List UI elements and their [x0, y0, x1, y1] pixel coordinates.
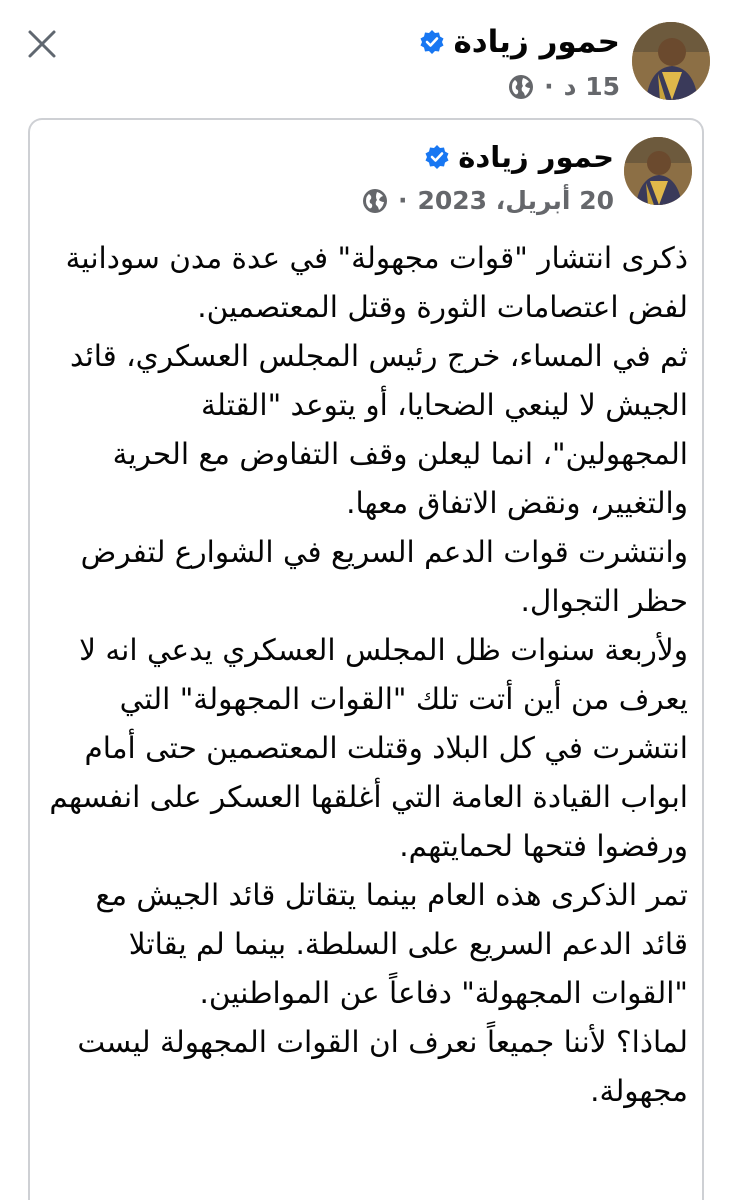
post-meta	[508, 72, 620, 101]
author-name-row	[419, 24, 620, 60]
post-paragraph: لماذا؟ لأننا جميعاً نعرف ان القوات المجهولة ليست مجهولة.	[77, 1025, 688, 1108]
shared-author-avatar[interactable]	[624, 137, 692, 205]
globe-icon	[508, 74, 534, 100]
post-text	[48, 234, 688, 1116]
meta-separator: ·	[397, 186, 408, 215]
verified-badge-icon	[424, 144, 450, 170]
post-time[interactable]: 15 د	[563, 72, 620, 101]
close-button[interactable]	[22, 24, 62, 64]
shared-post-date[interactable]: 20 أبريل، 2023	[417, 186, 614, 215]
meta-separator: ·	[544, 72, 554, 101]
verified-badge-icon	[419, 29, 445, 55]
post-paragraph: تمر الذكرى هذه العام بينما يتقاتل قائد الجيش مع قائد الدعم السريع على السلطة. بينما لم يقاتلا "القوات المجهولة" دفاعاً عن المواطنين.	[95, 878, 688, 1010]
post-paragraph: ذكرى انتشار "قوات مجهولة" في عدة مدن سودانية لفض اعتصامات الثورة وقتل المعتصمين.	[65, 241, 688, 324]
shared-author-name[interactable]: حمور زيادة	[458, 140, 614, 174]
author-name[interactable]: حمور زيادة	[453, 24, 620, 60]
post-paragraph: وانتشرت قوات الدعم السريع في الشوارع لتفرض حظر التجوال.	[80, 535, 688, 618]
globe-icon	[362, 188, 388, 214]
shared-author-name-row	[424, 140, 614, 174]
close-icon	[27, 29, 57, 59]
shared-post-meta	[362, 186, 614, 215]
post-paragraph: ثم في المساء، خرج رئيس المجلس العسكري، قائد الجيش لا لينعي الضحايا، أو يتوعد "القتلة المجهولين"، انما ليعلن وقف التفاوض مع الحرية والتغيير، ونقض الاتفاق معها.	[70, 339, 688, 520]
post-paragraph: ولأربعة سنوات ظل المجلس العسكري يدعي انه لا يعرف من أين أتت تلك "القوات المجهولة" التي انتشرت في كل البلاد وقتلت المعتصمين حتى أمام ابواب القيادة العامة التي أغلقها العسكر على انفسهم ورفضوا فتحها لحمايتهم.	[49, 633, 688, 863]
author-avatar[interactable]	[632, 22, 710, 100]
